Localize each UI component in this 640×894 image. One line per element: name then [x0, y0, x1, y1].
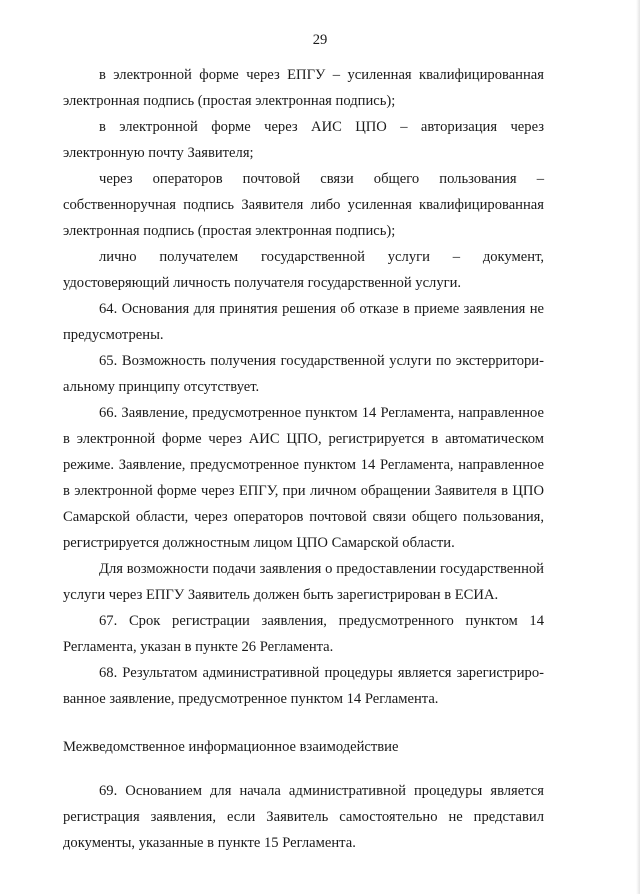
paragraph-personal-document: лично получателем государственной услуги – документ, удостоверяющий личность получателя государственной услуги. [63, 249, 544, 291]
paragraph-64: 64. Основания для принятия решения об отказе в приеме заявления не предусмотрены. [63, 301, 544, 343]
paragraph-68: 68. Результатом административной процедуры является зарегистрированное заявление, предусмотренное пунктом 14 Регламента. [63, 665, 544, 707]
paragraph-67: 67. Срок регистрации заявления, предусмотренного пунктом 14 Регламента, указан в пункте 26 Регламента. [63, 613, 544, 655]
paragraph-69: 69. Основанием для начала административной процедуры является регистрация заявления, если Заявитель самостоятельно не представил документы, указанные в пункте 15 Регламента. [63, 783, 544, 851]
paragraph-66: 66. Заявление, предусмотренное пунктом 14 Регламента, направленное в электронной форме через АИС ЦПО, регистрируется в автоматическом режиме. Заявление, предусмотренное пунктом 14 Регламента, направленное в электронной форме через ЕПГУ, при личном обращении Заявителя в ЦПО Самарской области, через операторов почтовой связи общего пользования, регистрируется должностным лицом ЦПО Самарской области. [63, 405, 544, 551]
paragraph-esia: Для возможности подачи заявления о предоставлении государственной услуги через ЕПГУ Заявитель должен быть зарегистрирован в ЕСИА. [63, 561, 544, 603]
paragraph-epgu-signature: в электронной форме через ЕПГУ – усиленная квалифицированная электронная подпись (простая электронная подпись); [63, 67, 544, 109]
document-body [63, 62, 544, 856]
paragraph-postal-signature: через операторов почтовой связи общего пользования – собственноручная подпись Заявителя либо усиленная квалифицированная электронная подпись (простая электронная подпись); [63, 171, 544, 239]
paragraph-65: 65. Возможность получения государственной услуги по экстерриториальному принципу отсутствует. [63, 353, 544, 395]
scan-edge-shadow [636, 0, 640, 894]
section-heading: Межведомственное информационное взаимодействие [63, 739, 399, 755]
page-number: 29 [312, 32, 328, 48]
paragraph-ais-cpo-authorization: в электронной форме через АИС ЦПО – авторизация через электронную почту Заявителя; [63, 119, 544, 161]
